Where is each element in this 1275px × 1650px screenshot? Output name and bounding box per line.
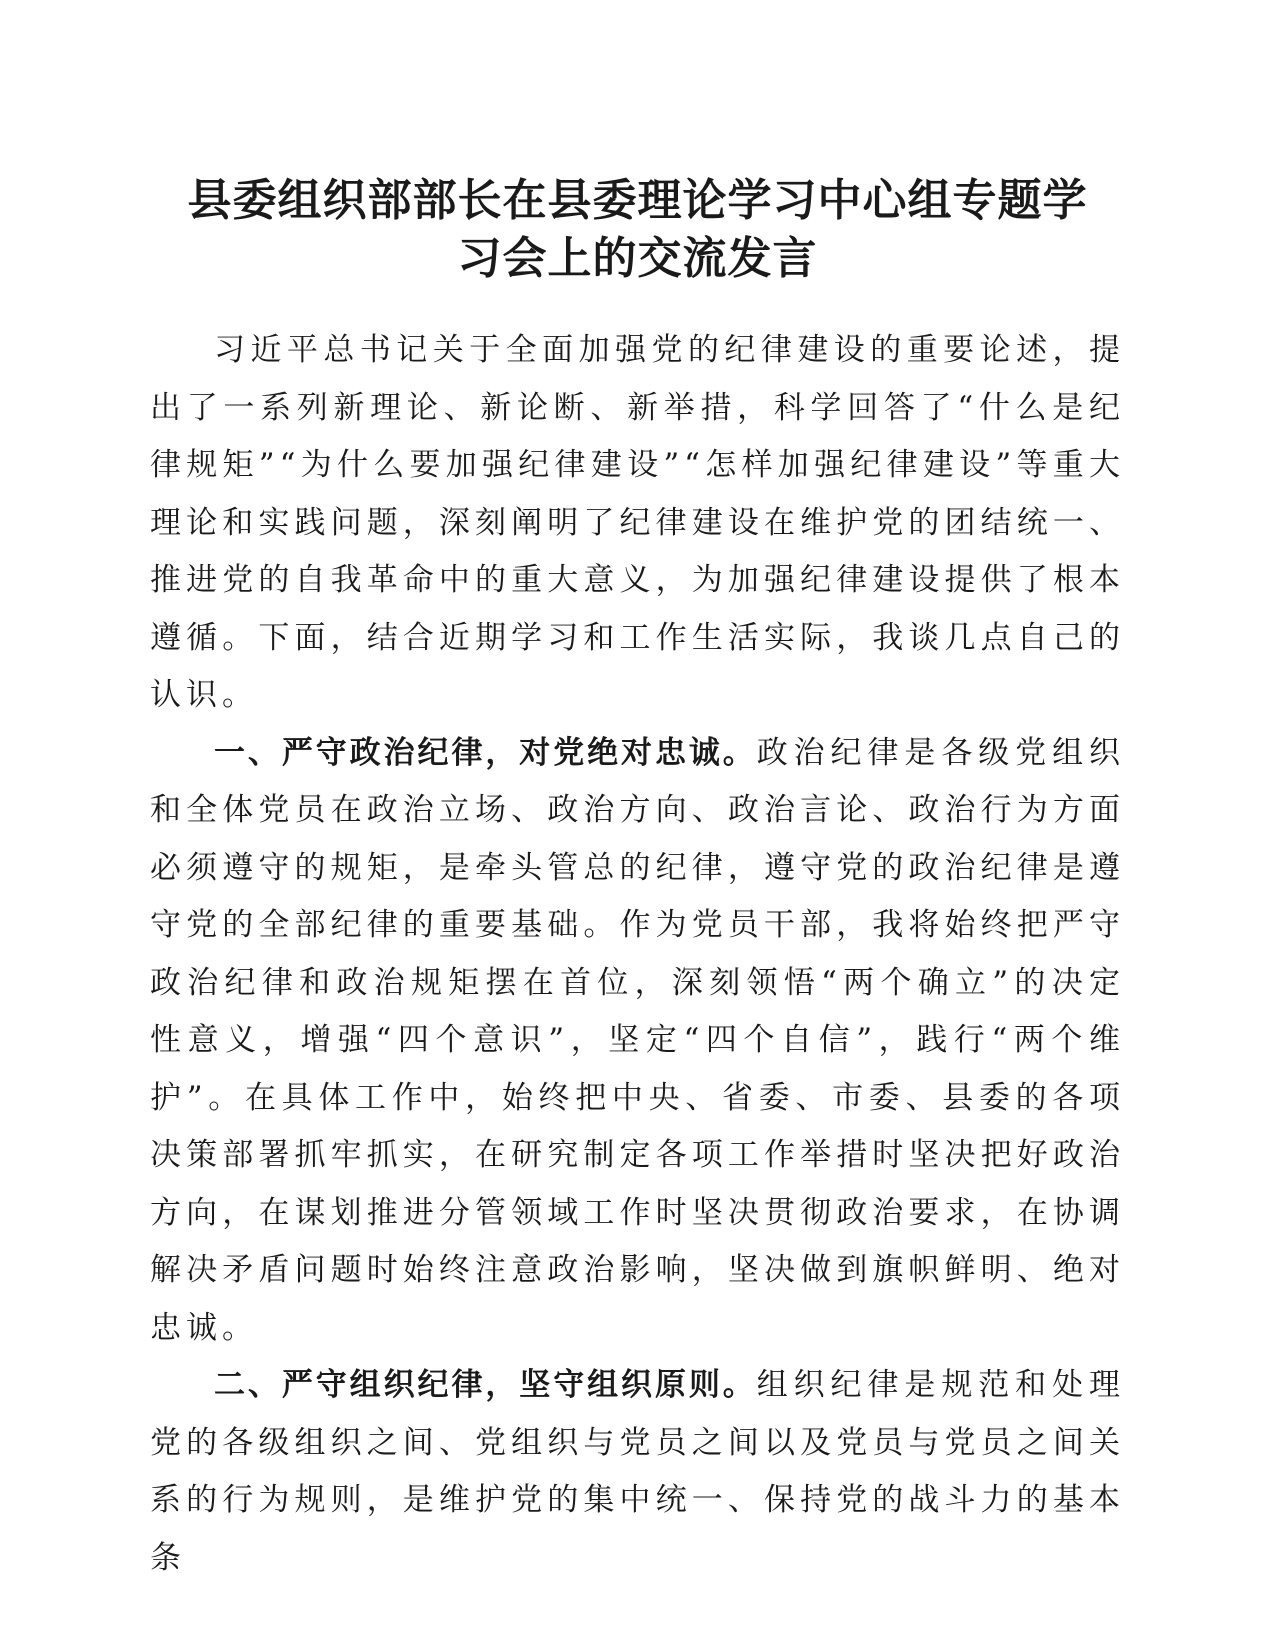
paragraph-text: 组织纪律是规范和处理党的各级组织之间、党组织与党员之间以及党员与党员之间关系的行为规则，是维护党的集中统一、保持党的战斗力的基本条 <box>150 1367 1125 1576</box>
paragraph-intro <box>150 322 1125 725</box>
paragraph-political-discipline <box>150 725 1125 1358</box>
paragraph-organizational-discipline <box>150 1357 1125 1587</box>
paragraph-text: 习近平总书记关于全面加强党的纪律建设的重要论述，提出了一系列新理论、新论断、新举措，科学回答了“什么是纪律规矩”“为什么要加强纪律建设”“怎样加强纪律建设”等重大理论和实践问题，深刻阐明了纪律建设在维护党的团结统一、推进党的自我革命中的重大意义，为加强纪律建设提供了根本遵循。下面，结合近期学习和工作生活实际，我谈几点自己的认识。 <box>150 332 1125 713</box>
document-title <box>150 172 1125 288</box>
title-line-1: 县委组织部部长在县委理论学习中心组专题学 <box>187 175 1088 226</box>
document-body <box>150 322 1125 1587</box>
section-heading: 二、严守组织纪律，坚守组织原则。 <box>214 1367 757 1403</box>
paragraph-text: 政治纪律是各级党组织和全体党员在政治立场、政治方向、政治言论、政治行为方面必须遵守的规矩，是牵头管总的纪律，遵守党的政治纪律是遵守党的全部纪律的重要基础。作为党员干部，我将始终把严守政治纪律和政治规矩摆在首位，深刻领悟“两个确立”的决定性意义，增强“四个意识”，坚定“四个自信”，践行“两个维护”。在具体工作中，始终把中央、省委、市委、县委的各项决策部署抓牢抓实，在研究制定各项工作举措时坚决把好政治方向，在谋划推进分管领域工作时坚决贯彻政治要求，在协调解决矛盾问题时始终注意政治影响，坚决做到旗帜鲜明、绝对忠诚。 <box>150 734 1125 1346</box>
title-line-2: 习会上的交流发言 <box>457 233 818 284</box>
section-heading: 一、严守政治纪律，对党绝对忠诚。 <box>214 734 757 771</box>
